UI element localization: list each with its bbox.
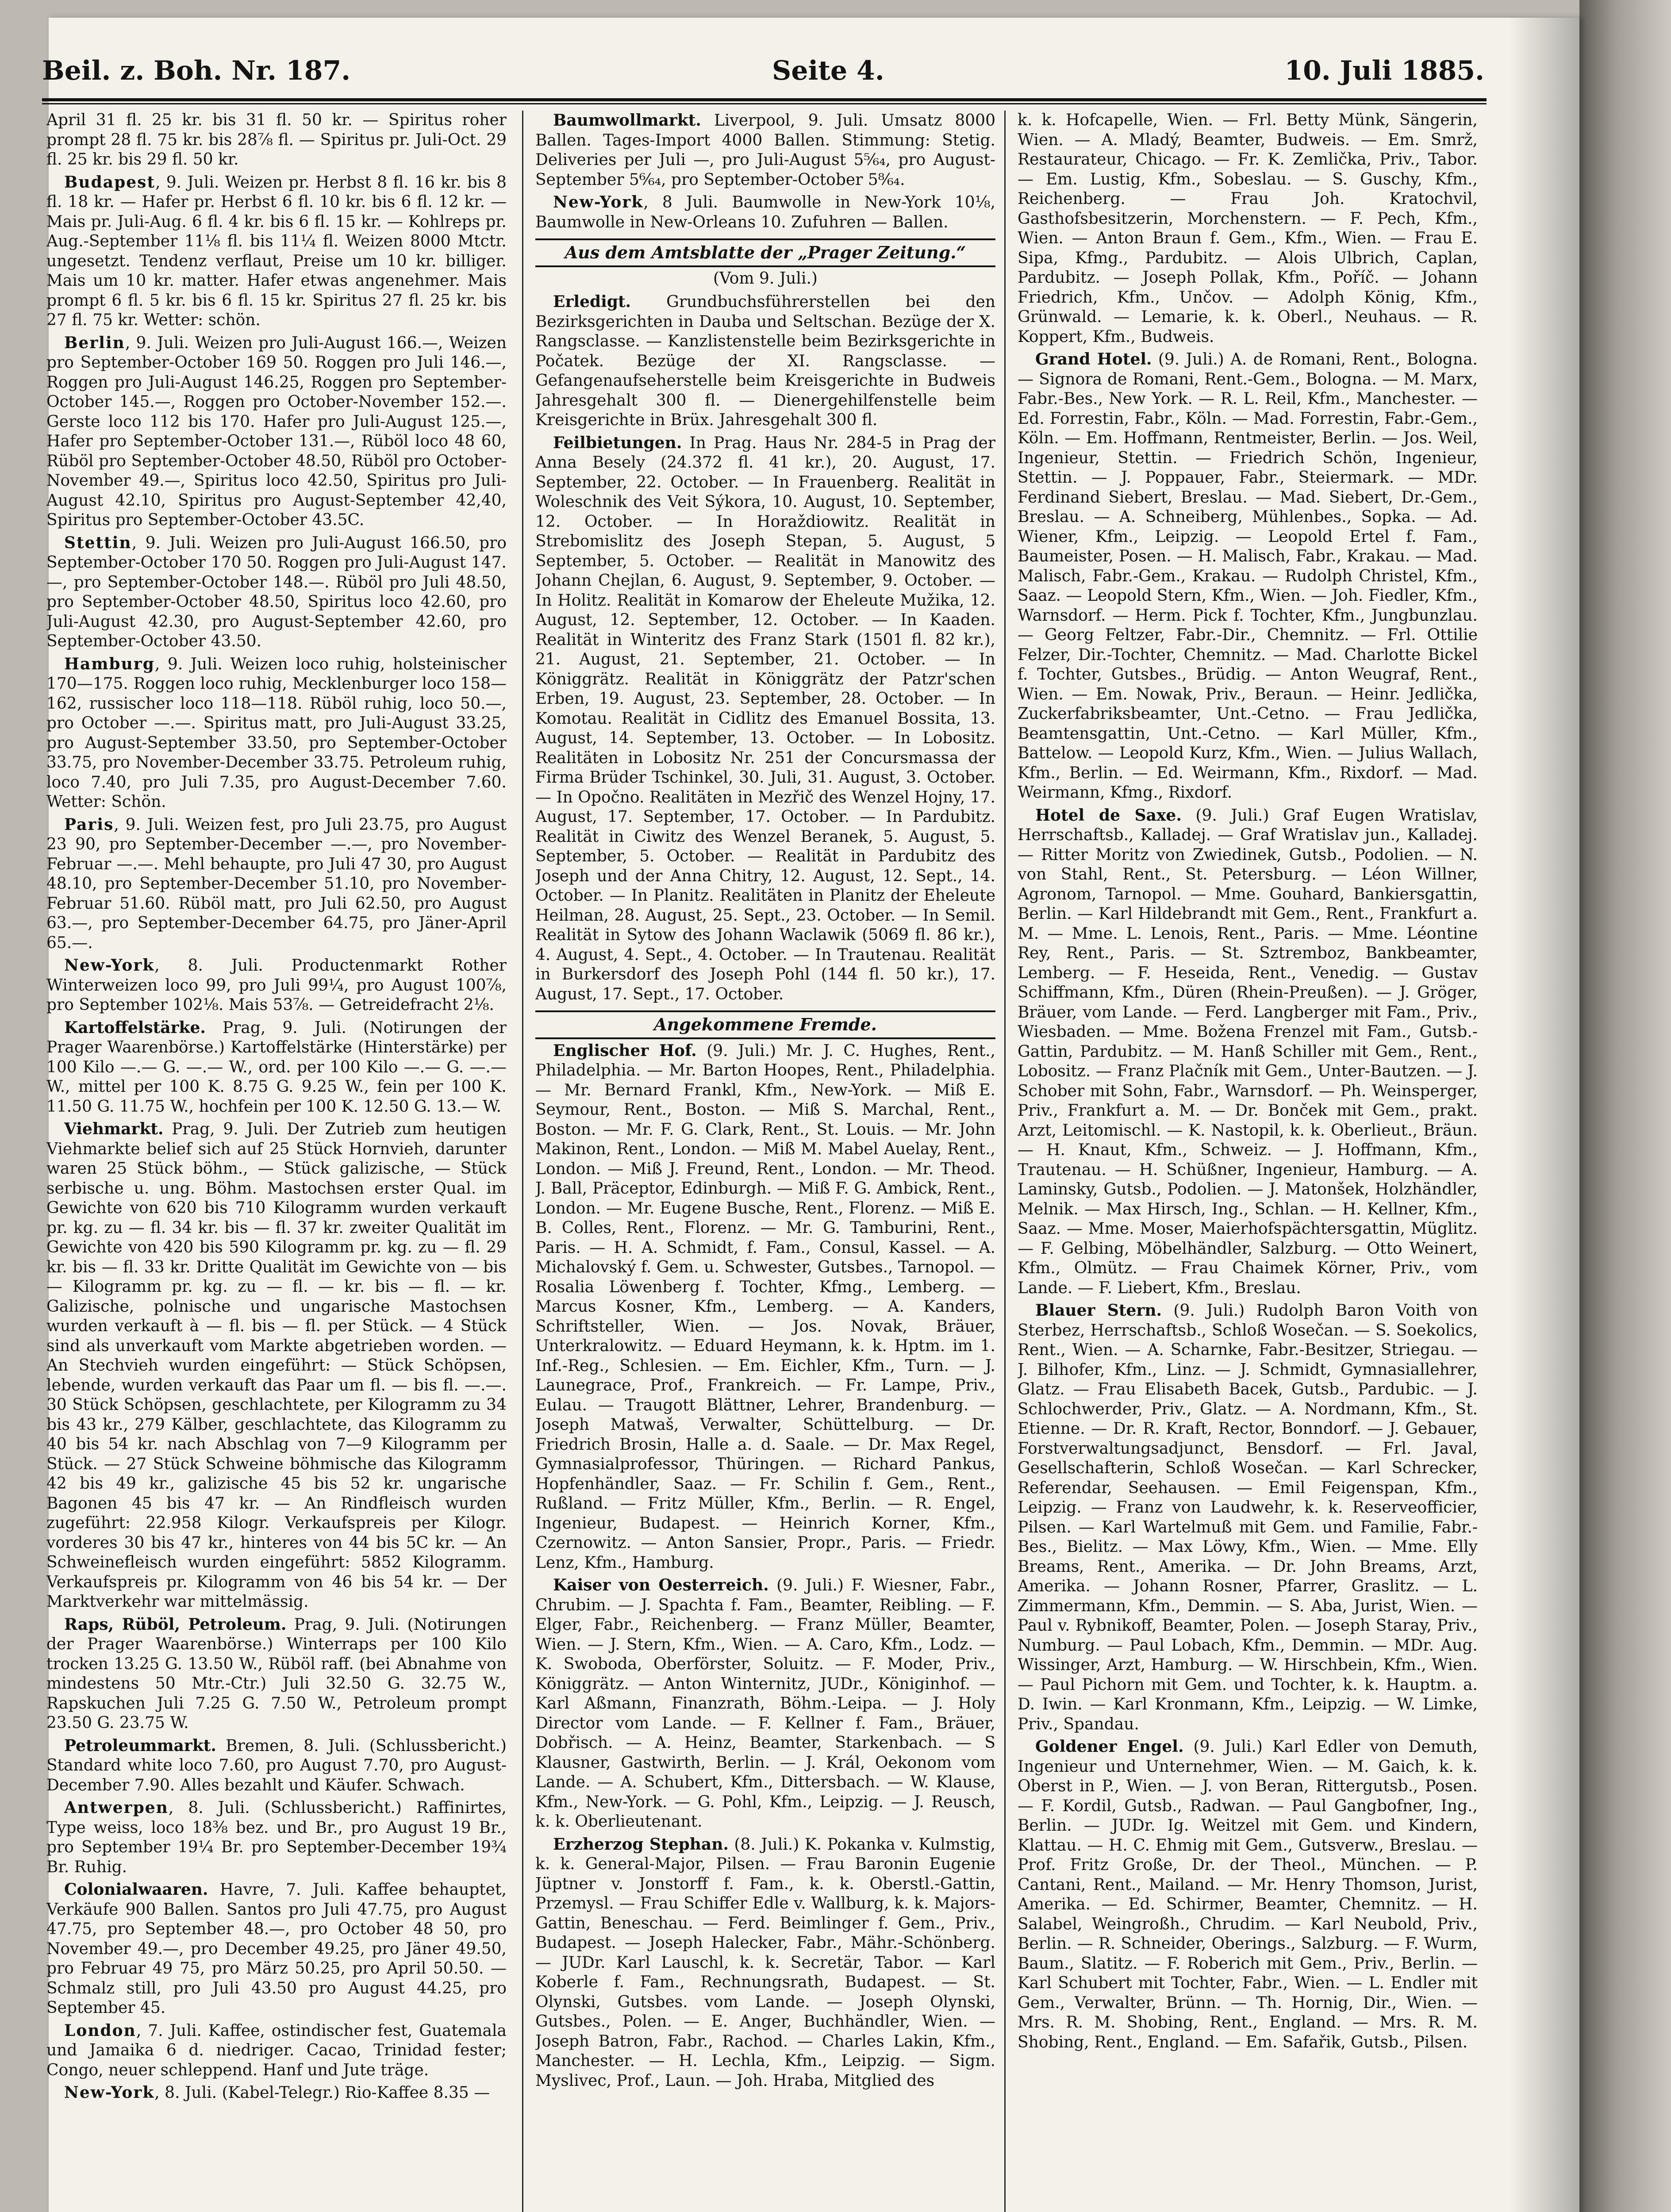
market-text: , 9. Juli. Weizen loco ruhig, holsteinischer 170—175. Roggen loco ruhig, Mecklenburger loco 158—162, russischer loco 118—118. Rüböl ruhig, loco 50.—, pro October —.—. Spiritus matt, pro Juli-August 33.25, pro August-September 33.50, pro September-October 33.75, pro November-December 33.75. Petroleum ruhig, loco 7.40, pro Juli 7.35, pro August-December 7.60. Wetter: Schön. [46,655,507,811]
column-arrivals-continued [1018,111,1478,2212]
market-text: Prag, 9. Juli. (Notirungen der Prager Waarenbörse.) Kartoffelstärke (Hinterstärke) per 100 Kilo —.— G. —.— W., ord. per 100 Kilo —.— G. —.— W., mittel per 100 K. 8.75 G. 9.25 W., fein per 100 K. 11.50 G. 11.75 W., hochfein per 100 K. 12.50 G. 13.— W. [46,1018,507,1116]
hotel-name: Blauer Stern. [1035,1301,1162,1320]
market-text: Liverpool, 9. Juli. Umsatz 8000 Ballen. Tages-Import 4000 Ballen. Stimmung: Stetig. Deliveries per Juli —, pro Juli-August 5⁵⁄₆₄, pro August-September 5⁶⁄₆₄, pro September-October 5⁸⁄₆₄. [535,111,995,189]
market-heading: Petroleummarkt. [64,1736,216,1755]
column-official-and-arrivals [535,111,995,2212]
market-heading: Raps, Rüböl, Petroleum. [64,1615,287,1634]
market-city: Budapest [64,173,156,192]
column-divider [522,111,523,2212]
gazette-notice [535,433,995,1005]
market-report [46,956,507,1015]
market-report [46,1615,507,1733]
market-city: New-York [64,2083,155,2102]
market-city: London [64,2021,136,2040]
market-report [46,815,507,953]
market-city: Hamburg [64,654,155,673]
hotel-guest-list [535,1835,995,2091]
guest-list-text: (9. Juli.) Karl Edler von Demuth, Ingenieur und Unternehmer, Wien. — M. Gaich, k. k. Oberst in P., Wien. — J. von Beran, Rittergutsb., Posen. — F. Kordil, Gutsb., Radwan. — Paul Gangbofner, Ing., Berlin. — JUDr. Ig. Weitzel mit Gem. und Kindern, Klattau. — H. C. Ehmig mit Gem., Gutsverw., Breslau. — Prof. Fritz Große, Dr. der Theol., München. — P. Cantani, Rent., Mailand. — Mr. Henry Thomson, Jurist, Amerika. — Ed. Schirmer, Beamter, Chemnitz. — H. Salabel, Weingroßh., Chrudim. — Karl Neubold, Priv., Berlin. — R. Schneider, Oberings., Salzburg. — F. Wurm, Baum., Slatitz. — F. Roberich mit Gem., Priv., Berlin. — Karl Schubert mit Tochter, Fabr., Wien. — L. Endler mit Gem., Verwalter, Brünn. — Th. Hornig, Dir., Wien. — Mrs. R. M. Shobing, Rent., England. — Mrs. R. M. Shobing, Rent., England. — Em. Safařik, Gutsb., Pilsen. [1018,1738,1478,2051]
hotel-guest-list [1018,806,1478,1298]
guest-list-text: (9. Juli.) F. Wiesner, Fabr., Chrubim. — J. Spachta f. Fam., Beamter, Reibling. — F. Elger, Fabr., Reichenberg. — Franz Müller, Beamter, Wien. — J. Stern, Kfm., Wien. — A. Caro, Kfm., Lodz. — K. Swoboda, Oberförster, Soluitz. — F. Moder, Priv., Königgrätz. — Anton Winternitz, JUDr., Königinhof. — Karl Aßmann, Finanzrath, Böhm.-Leipa. — J. Holy Director vom Lande. — F. Kellner f. Fam., Bräuer, Dobřisch. — A. Heinz, Beamter, Starkenbach. — S Klausner, Gastwirth, Berlin. — J. Král, Oekonom vom Lande. — A. Schubert, Kfm., Dittersbach. — W. Klause, Kfm., New-York. — G. Pohl, Kfm., Leipzig. — J. Reusch, k. k. Oberlieutenant. [535,1576,995,1831]
hotel-name: Grand Hotel. [1035,350,1152,369]
guest-list-text: (9. Juli.) Mr. J. C. Hughes, Rent., Philadelphia. — Mr. Barton Hoopes, Rent., Philadelphia. — Mr. Bernard Frankl, Kfm., New-York. — Miß E. Seymour, Rent., Boston. — Miß S. Marchal, Rent., Boston. — Mr. F. G. Clark, Rent., St. Louis. — Mr. John Makinon, Rent., London. — Miß M. Mabel Auelay, Rent., London. — Miß J. Freund, Rent., London. — Mr. Theod. J. Ball, Präceptor, Edinburgh. — Miß F. G. Ambick, Rent., London. — Mr. Eugene Busche, Rent., Florenz. — Miß E. B. Colles, Rent., Florenz. — Mr. G. Tamburini, Rent., Paris. — H. A. Schmidt, f. Fam., Consul, Kassel. — A. Michalovský f. Gem. u. Schwester, Gutsbes., Tarnopol. — Rosalia Löwenberg f. Tochter, Kfmg., Lemberg. — Marcus Kosner, Kfm., Lemberg. — A. Kanders, Schriftsteller, Wien. — Jos. Novak, Bräuer, Unterkralowitz. — Eduard Heymann, k. k. Hptm. im 1. Inf.-Reg., Schlesien. — Em. Eichler, Kfm., Turn. — J. Launegrace, Prof., Frankreich. — Fr. Lampe, Priv., Eulau. — Traugott Blättner, Lehrer, Brandenburg. — Joseph Matwaš, Verwalter, Schüttelburg. — Dr. Friedrich Brosin, Halle a. d. Saale. — Dr. Max Regel, Gymnasialprofessor, Thüringen. — Richard Pankus, Hopfenhändler, Saaz. — Fr. Schilin f. Gem., Rent., Rußland. — Fritz Müller, Kfm., Berlin. — R. Engel, Ingenieur, Budapest. — Heinrich Korner, Kfm., Czernowitz. — Anton Sansier, Propr., Paris. — Friedr. Lenz, Kfm., Hamburg. [535,1041,995,1572]
market-report [46,333,507,530]
market-text: , 7. Juli. Kaffee, ostindischer fest, Guatemala und Jamaika 6 d. niedriger. Cacao, Trinidad fester; Congo, neuer schleppend. Hanf und Jute träge. [46,2021,507,2079]
market-text: , 8. Juli. Productenmarkt Rother Winterweizen loco 99, pro Juli 99¼, pro August 100⅞, pro September 102⅛. Mais 53⅞. — Getreidefracht 2⅛. [46,956,507,1014]
notice-heading: Feilbietungen. [553,433,682,452]
market-report [46,1880,507,2018]
market-report [46,1736,507,1796]
market-text: Prag, 9. Juli. (Notirungen der Prager Waarenbörse.) Winterraps per 100 Kilo trocken 13.25 G. 13.50 W., Rüböl raff. (bei Abnahme von mindestens 50 Mtr.-Ctr.) Juli 32.50 G. 32.75 W., Rapskuchen Juli 7.25 G. 7.50 W., Petroleum prompt 23.50 G. 23.75 W. [46,1615,507,1732]
page-header [42,42,1484,95]
market-city: Antwerpen [64,1798,169,1817]
header-date: 10. Juli 1885. [1284,55,1484,86]
header-page-number: Seite 4. [772,55,884,86]
hotel-guest-list [1018,349,1478,803]
market-report [46,2021,507,2081]
market-heading: Colonialwaaren. [64,1880,208,1899]
notice-heading: Erledigt. [553,292,631,311]
market-text: , 8. Juli. (Kabel-Telegr.) Rio-Kaffee 8.35 — [154,2084,490,2102]
section-title-official-gazette: Aus dem Amtsblatte der „Prager Zeitung.“ [535,238,995,267]
market-text: , 9. Juli. Weizen pr. Herbst 8 fl. 16 kr. bis 8 fl. 18 kr. — Hafer pr. Herbst 6 fl. 10 kr. bis 6 fl. 12 kr. — Mais pr. Juli-Aug. 6 fl. 4 kr. bis 6 fl. 15 kr. — Kohlreps pr. Aug.-September 11⅛ fl. bis 11¼ fl. Weizen 8000 Mtctr. ungesetzt. Tendenz verflaut, Preise um 10 kr. billiger. Mais um 10 kr. matter. Hafer etwas angenehmer. Mais prompt 6 fl. 5 kr. bis 6 fl. 15 kr. Spiritus 27 fl. 25 kr. bis 27 fl. 75 kr. Wetter: schön. [46,173,507,329]
column-markets [46,111,507,2212]
market-report [46,654,507,812]
column-divider [1004,111,1006,2212]
market-city: Paris [64,815,114,834]
notice-text: In Prag. Haus Nr. 284-5 in Prag der Anna Besely (24.372 fl. 41 kr.), 20. August, 17. September, 22. October. — In Frauenberg. Realität in Woleschnik des Veit Sýkora, 10. August, 10. September, 12. October. — In Horaždiowitz. Realität in Strebomislitz des Joseph Stepan, 5. August, 5 September, 5. October. — Realität in Manowitz des Johann Chejlan, 6. August, 9. September, 9. October. — In Holitz. Realität in Komarow der Eheleute Mužika, 12. August, 12. September, 12. October. — In Kaaden. Realität in Winteritz des Franz Stark (1501 fl. 82 kr.), 21. August, 21. September, 21. October. — In Königgrätz. Realität in Königgrätz der Patzr'schen Erben, 19. August, 23. September, 28. October. — In Komotau. Realität in Cidlitz des Emanuel Bossita, 13. August, 14. September, 13. October. — In Lobositz. Realitäten in Lobositz Nr. 251 der Concursmassa der Firma Brüder Tschinkel, 30. Juli, 31. August, 3. October. — In Opočno. Realitäten in Mezřič des Wenzel Hojny, 17. August, 17. September, 17. October. — In Pardubitz. Realität in Ciwitz des Wenzel Beranek, 5. August, 5. September, 5. October. — Realität in Pardubitz des Joseph und der Anna Chitry, 12. August, 12. Sept., 14. October. — In Planitz. Realitäten in Planitz der Eheleute Heilman, 28. August, 25. Sept., 23. October. — In Semil. Realität in Sytow des Johann Waclawik (5069 fl. 86 kr.), 4. August, 4. Sept., 4. October. — In Trautenau. Realität in Burkersdorf des Joseph Pohl (144 fl. 50 kr.), 17. August, 17. Sept., 17. October. [535,434,995,1003]
guest-list-continued: k. k. Hofcapelle, Wien. — Frl. Betty Münk, Sängerin, Wien. — A. Mladý, Beamter, Budweis. — Em. Smrž, Restaurateur, Chicago. — Fr. K. Zemlička, Priv., Tabor. — Em. Lustig, Kfm., Sobeslau. — S. Guschy, Kfm., Reichenberg. — Frau Joh. Kratochvil, Gasthofsbesitzerin, Morchenstern. — F. Pech, Kfm., Wien. — Anton Braun f. Gem., Kfm., Wien. — Frau E. Sipa, Kfmg., Pardubitz. — Alois Ulbrich, Caplan, Pardubitz. — Joseph Pollak, Kfm., Poříč. — Johann Friedrich, Kfm., Unčov. — Adolph König, Kfm., Grünwald. — Lemarie, k. k. Oberl., Neuhaus. — R. Koppert, Kfm., Budweis. [1018,111,1478,346]
market-heading: Viehmarkt. [64,1120,164,1138]
market-text: , 9. Juli. Weizen fest, pro Juli 23.75, pro August 23 90, pro September-December —.—, pro November-Februar —.—. Mehl behaupte, pro Juli 47 30, pro August 48.10, pro September-December 51.10, pro November-Februar 51.60. Rüböl matt, pro Juli 62.50, pro August 63.—, pro September-December 64.75, pro Jäner-April 65.—. [46,815,507,952]
guest-list-text: (8. Juli.) K. Pokanka v. Kulmstig, k. k. General-Major, Pilsen. — Frau Baronin Eugenie Jüptner v. Jonstorff f. Fam., k. k. Oberstl.-Gattin, Przemysl. — Frau Schiffer Edle v. Wallburg, k. k. Majors-Gattin, Beneschau. — Ferd. Beimlinger f. Gem., Priv., Budapest. — Joseph Halecker, Fabr., Mähr.-Schönberg. — JUDr. Karl Lauschl, k. k. Secretär, Tabor. — Karl Koberle f. Fam., Rechnungsrath, Budapest. — St. Olynski, Gutsbes. vom Lande. — Joseph Olynski, Gutsbes., Polen. — E. Anger, Buchhändler, Wien. — Joseph Batron, Fabr., Rachod. — Charles Lakin, Kfm., Manchester. — H. Lechla, Kfm., Leipzig. — Sigm. Myslivec, Prof., Laun. — Joh. Hraba, Mitglied des [535,1835,995,2090]
market-report [535,111,995,190]
hotel-name: Englischer Hof. [553,1041,697,1060]
market-report [46,1119,507,1612]
hotel-guest-list [535,1041,995,1573]
market-text: Prag, 9. Juli. Der Zutrieb zum heutigen Viehmarkte belief sich auf 25 Stück Hornvieh, darunter waren 25 Stück böhm., — Stück galizische, — Stück serbische u. ung. Böhm. Mastochsen erster Qual. im Gewichte von 620 bis 710 Kilogramm wurden verkauft pr. kg. zu — fl. 34 kr. bis — fl. 37 kr. zweiter Qualität im Gewichte von 420 bis 590 Kilogramm pr. kg. zu — fl. 29 kr. bis — fl. 33 kr. Dritte Qualität im Gewichte von — bis — Kilogramm pr. kg. zu — fl. — kr. bis — fl. — kr. Galizische, polnische und ungarische Mastochsen wurden verkauft à — fl. bis — fl. per Stück. — 4 Stück sind als unverkauft vom Markte abgetrieben worden. — An Stechvieh wurden eingeführt: — Stück Schöpsen, lebende, wurden verkauft das Paar um fl. — bis fl. —.—. 30 Stück Schöpsen, geschlachtete, per Kilogramm zu 34 bis 43 kr., 279 Kälber, geschlachtete, das Kilogramm zu 40 bis 54 kr. nach Abschlag von 7—9 Kilogramm per Stück. — 27 Stück Schweine böhmische das Kilogramm 42 bis 49 kr., galizische 45 bis 52 kr. ungarische Bagonen 45 bis 47 kr. — An Rindfleisch wurden zugeführt: 22.958 Kilogr. Verkaufspreis per Kilogr. vorderes 30 bis 47 kr., hinteres von 44 bis 5C kr. — An Schweinefleisch wurden eingeführt: 5852 Kilogramm. Verkaufspreis pr. Kilogramm von 46 bis 54 kr. — Der Marktverkehr war mittelmässig. [46,1120,507,1611]
market-city: Stettin [64,533,132,552]
header-supplement: Beil. z. Boh. Nr. 187. [42,55,351,86]
market-report: April 31 fl. 25 kr. bis 31 fl. 50 kr. — Spiritus roher prompt 28 fl. 75 kr. bis 28⅞ fl. — Spiritus pr. Juli-Oct. 29 fl. 25 kr. bis 29 fl. 50 kr. [46,111,507,169]
hotel-name: Goldener Engel. [1035,1737,1184,1756]
market-city: New-York [553,193,644,211]
guest-list-text: (9. Juli.) Graf Eugen Wratislav, Herrschaftsb., Kalladej. — Graf Wratislav jun., Kalladej. — Ritter Moritz von Zwiedinek, Gutsb., Podolien. — N. von Stahl, Rent., St. Petersburg. — Léon Willner, Agronom, Tarnopol. — Mme. Gouhard, Bankiersgattin, Berlin. — Karl Hildebrandt mit Gem., Rent., Frankfurt a. M. — Mme. L. Lenois, Rent., Paris. — Mme. Léontine Rey, Rent., Paris. — St. Sztremboz, Bankbeamter, Lemberg. — F. Heseida, Rent., Venedig. — Gustav Schiffmann, Kfm., Düren (Rhein-Preußen). — J. Gröger, Bräuer, vom Lande. — Ferd. Langberger mit Fam., Priv., Wiesbaden. — Mme. Božena Frenzel mit Fam., Gutsb.-Gattin, Pardubitz. — M. Hanß Schiller mit Gem., Rent., Lobositz. — Franz Plačník mit Gem., Unter-Bautzen. — J. Schober mit Sohn, Fabr., Warnsdorf. — Ph. Weinsperger, Priv., Frankfurt a. M. — Dr. Bonček mit Gem., prakt. Arzt, Leitomischl. — K. Nastopil, k. k. Oberlieut., Bräun. — H. Knaut, Kfm., Schweiz. — J. Hoffmann, Kfm., Trautenau. — H. Schüßner, Ingenieur, Hamburg. — A. Laminsky, Gutsb., Podolien. — J. Matonšek, Holzhändler, Melnik. — Max Hirsch, Ing., Schlan. — H. Kellner, Kfm., Saaz. — Mme. Moser, Maierhofspächtersgattin, Müglitz. — F. Gelbing, Möbelhändler, Salzburg. — Otto Weinert, Kfm., Olmütz. — Frau Chaimek Körner, Priv., vom Lande. — F. Liebert, Kfm., Breslau. [1018,806,1478,1297]
guest-list-text: (9. Juli.) Rudolph Baron Voith von Sterbez, Herrschaftsb., Schloß Wosečan. — S. Soekolics, Rent., Wien. — A. Scharnke, Fabr.-Besitzer, Striegau. — J. Bilhofer, Kfm., Linz. — J. Schmidt, Gymnasiallehrer, Glatz. — Frau Elisabeth Bacek, Gutsb., Pardubic. — J. Schlochwerder, Priv., Glatz. — A. Nordmann, Kfm., St. Etienne. — Dr. R. Kraft, Rector, Bonndorf. — J. Gebauer, Forstverwaltungsadjunct, Bensdorf. — Frl. Javal, Gesellschafterin, Schloß Wosečan. — Karl Schrecker, Referendar, Seehausen. — Emil Feigenspan, Kfm., Leipzig. — Franz von Laudwehr, k. k. Reserveofficier, Pilsen. — Karl Wartelmuß mit Gem. und Familie, Fabr.-Bes., Bielitz. — Max Löwy, Kfm., Wien. — Mme. Elly Breams, Rent., Amerika. — Dr. John Breams, Arzt, Amerika. — Johann Rosner, Pfarrer, Graslitz. — L. Zimmermann, Kfm., Demmin. — S. Aba, Jurist, Wien. — Paul v. Rybnikoff, Beamter, Polen. — Joseph Staray, Priv., Numburg. — Paul Lobach, Kfm., Demmin. — MDr. Aug. Wissinger, Arzt, Hamburg. — W. Hirschbein, Kfm., Wien. — Paul Pichorn mit Gem. und Tochter, k. k. Hauptm. a. D. Iwin. — Karl Kronmann, Kfm., Leipzig. — W. Limke, Priv., Spandau. [1018,1302,1478,1733]
notice-text: Grundbuchsführerstellen bei den Bezirksgerichten in Dauba und Seltschan. Bezüge der X. Rangsclasse. — Kanzlistenstelle beim Bezirksgerichte in Počatek. Bezüge der XI. Rangsclasse. — Gefangenaufseherstelle beim Kreisgerichte in Budweis Jahresgehalt 300 fl. — Dienergehilfenstelle beim Kreisgerichte in Brüx. Jahresgehalt 300 fl. [535,293,995,429]
market-report [46,1018,507,1117]
market-heading: Kartoffelstärke. [64,1018,206,1037]
market-text: Bremen, 8. Juli. (Schlussbericht.) Standard white loco 7.60, pro August 7.70, pro August-December 7.90. Alles bezahlt und Käufer. Schwach. [46,1736,507,1794]
section-date: (Vom 9. Juli.) [713,269,818,288]
hotel-guest-list [1018,1301,1478,1734]
hotel-name: Hotel de Saxe. [1035,806,1182,825]
market-text: , 9. Juli. Weizen pro Juli-August 166.50, pro September-October 170 50. Roggen pro Juli-August 147.—, pro September-October 148.—. Rüböl pro Juli 48.50, pro September-October 48.50, Spiritus loco 42.60, pro Juli-August 42.30, pro August-September 42.60, pro September-October 43.50. [46,534,507,650]
guest-list-text: (9. Juli.) A. de Romani, Rent., Bologna. — Signora de Romani, Rent.-Gem., Bologna. — M. Marx, Fabr.-Bes., New York. — R. L. Reil, Kfm., Manchester. — Ed. Forrestin, Fabr., Köln. — Mad. Forrestin, Fabr.-Gem., Köln. — Em. Hoffmann, Rentmeister, Berlin. — Jos. Weil, Ingenieur, Stettin. — Friedrich Schön, Ingenieur, Stettin. — J. Poppauer, Fabr., Steiermark. — MDr. Ferdinand Siebert, Breslau. — Mad. Siebert, Dr.-Gem., Breslau. — A. Schneiberg, Mühlenbes., Sopka. — Ad. Wiener, Kfm., Leipzig. — Leopold Ertel f. Fam., Baumeister, Posen. — H. Malisch, Fabr., Krakau. — Mad. Malisch, Fabr.-Gem., Krakau. — Rudolph Christel, Kfm., Saaz. — Leopold Stern, Kfm., Wien. — Joh. Fiedler, Kfm., Warnsdorf. — Herm. Pick f. Tochter, Kfm., Jungbunzlau. — Georg Feltzer, Fabr.-Dir., Chemnitz. — Frl. Ottilie Felzer, Dir.-Tochter, Chemnitz. — Mad. Charlotte Bickel f. Tochter, Gutsbes., Brüdig. — Anton Weugraf, Rent., Wien. — Em. Nowak, Priv., Beraun. — Heinr. Jedlička, Zuckerfabriksbeamter, Unt.-Cetno. — Frau Jedlička, Beamtensgattin, Unt.-Cetno. — Karl Müller, Kfm., Battelow. — Leopold Kurz, Kfm., Wien. — Julius Wallach, Kfm., Berlin. — Ed. Weirmann, Kfm., Rixdorf. — Mad. Weirmann, Kfmg., Rixdorf. [1018,350,1478,802]
header-rule [42,98,1487,104]
market-text: , 8. Juli. (Schlussbericht.) Raffinirtes, Type weiss, loco 18⅜ bez. und Br., pro August 19 Br., pro September 19¼ Br. pro September-December 19¾ Br. Ruhig. [46,1799,507,1876]
market-report [46,1798,507,1877]
adjacent-page-edge [1579,0,1671,2212]
market-report [46,2083,507,2103]
hotel-guest-list [1018,1737,1478,2052]
market-report [46,173,507,330]
market-text: Havre, 7. Juli. Kaffee behauptet, Verkäufe 900 Ballen. Santos pro Juli 47.75, pro August 47.75, pro September 48.—, pro October 48 50, pro November 49.—, pro December 49.25, pro Jäner 49.50, pro Februar 49 75, pro März 50.25, pro April 50.50. — Schmalz still, pro Juli 43.50 pro August 44.25, pro September 45. [46,1881,507,2017]
market-heading: Baumwollmarkt. [553,111,701,130]
section-title-arrivals: Angekommene Fremde. [535,1010,995,1039]
market-city: New-York [64,956,155,975]
hotel-name: Kaiser von Oesterreich. [553,1576,769,1594]
market-report [535,192,995,232]
market-text: , 9. Juli. Weizen pro Juli-August 166.—, Weizen pro September-October 169 50. Roggen pro Juli 146.—, Roggen pro Juli-August 146.25, Roggen pro September-October 145.—, Roggen pro October-November 152.—. Gerste loco 112 bis 170. Hafer pro Juli-August 125.—, Hafer pro September-October 131.—, Rüböl loco 48 60, Rüböl pro September-October 48.50, Rüböl pro October-November 49.—, Spiritus loco 42.50, Spiritus pro Juli-August 42.10, Spiritus pro August-September 42,40, Spiritus pro September-October 43.5C. [46,334,507,529]
gutter-shadow [1509,18,1579,2212]
market-city: Berlin [64,333,125,352]
hotel-guest-list [535,1575,995,1832]
market-report [46,533,507,652]
market-text: , 8 Juli. Baumwolle in New-York 10⅛, Baumwolle in New-Orleans 10. Zufuhren — Ballen. [535,193,995,231]
gazette-notice [535,292,995,430]
hotel-name: Erzherzog Stephan. [553,1835,729,1854]
